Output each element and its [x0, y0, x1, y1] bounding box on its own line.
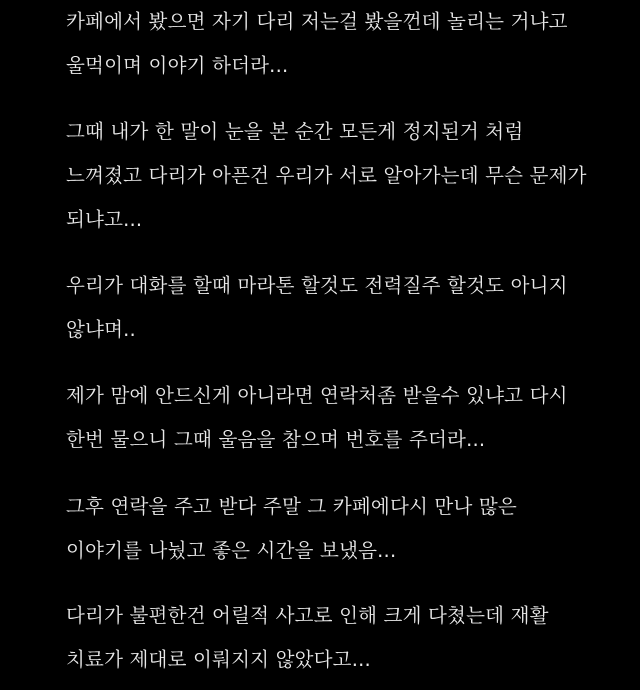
paragraph: [66, 110, 587, 242]
text-line: 않냐며..: [66, 318, 136, 341]
paragraph: [66, 374, 568, 462]
paragraph: [66, 485, 517, 573]
text-line: 카페에서 봤으면 자기 다리 저는걸 봤을껀데 놀리는 거냐고: [66, 10, 568, 33]
paragraph: [66, 264, 568, 352]
text-line: 느껴졌고 다리가 아픈건 우리가 서로 알아가는데 무슨 문제가: [66, 164, 587, 187]
text-line: 우리가 대화를 할때 마라톤 할것도 전력질주 할것도 아니지: [66, 274, 568, 297]
paragraph: [66, 594, 549, 682]
text-line: 이야기를 나눴고 좋은 시간을 보냈음...: [66, 539, 397, 562]
text-line: 그때 내가 한 말이 눈을 본 순간 모든게 정지된거 처럼: [66, 120, 524, 143]
text-line: 울먹이며 이야기 하더라...: [66, 54, 289, 77]
text-line: 치료가 제대로 이뤄지지 않았다고...: [66, 648, 371, 671]
text-line: 다리가 불편한건 어릴적 사고로 인해 크게 다쳤는데 재활: [66, 604, 549, 627]
text-line: 제가 맘에 안드신게 아니라면 연락처좀 받을수 있냐고 다시: [66, 384, 568, 407]
text-line: 되냐고...: [66, 208, 143, 231]
text-line: 그후 연락을 주고 받다 주말 그 카페에다시 만나 많은: [66, 495, 517, 518]
paragraph: [66, 0, 568, 88]
text-line: 한번 물으니 그때 울음을 참으며 번호를 주더라...: [66, 428, 486, 451]
